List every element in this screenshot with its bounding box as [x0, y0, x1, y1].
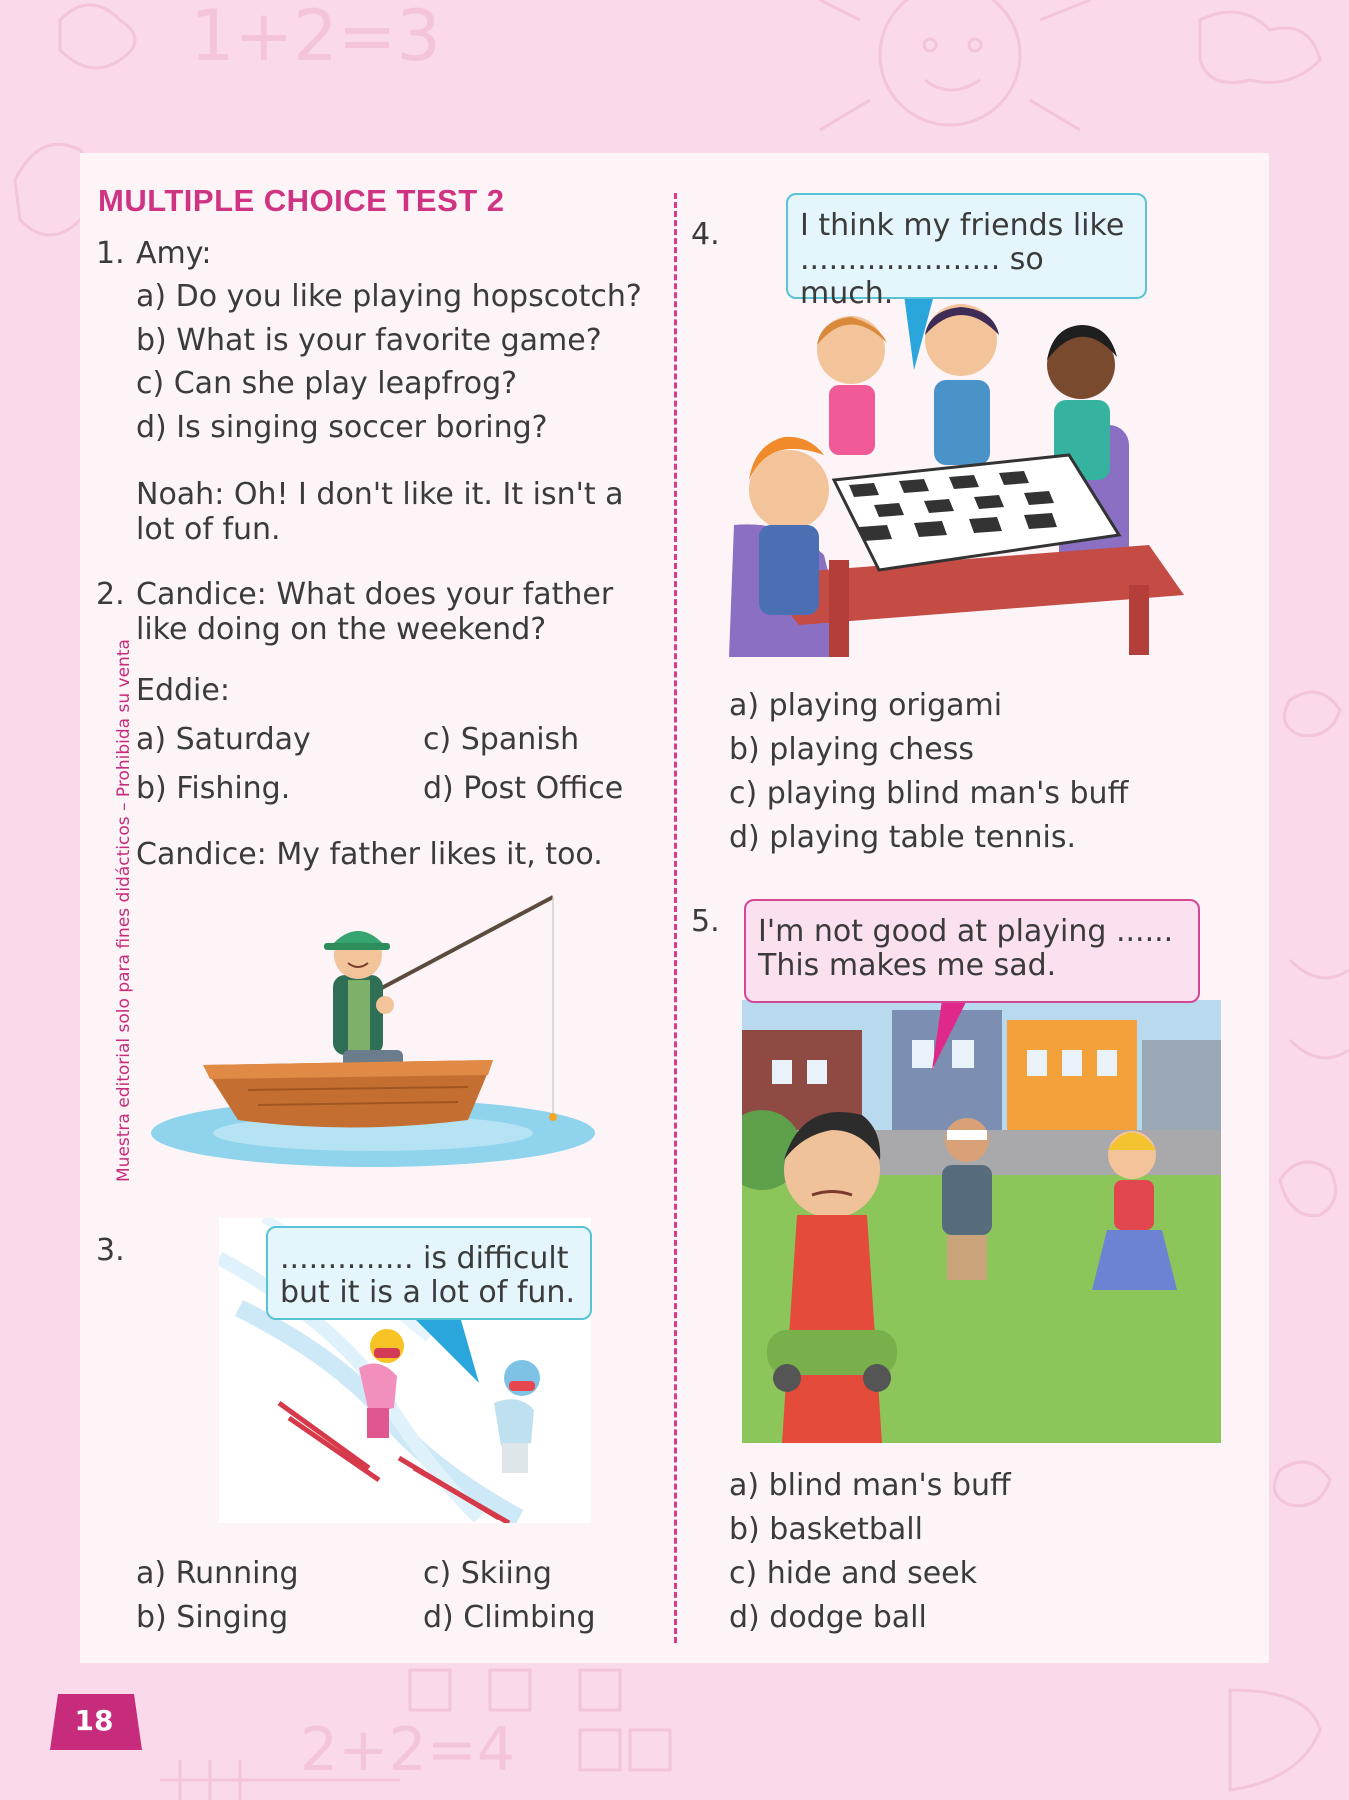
q3-option-b[interactable]: b) Singing	[136, 1600, 289, 1635]
q4-option-c[interactable]: c) playing blind man's buff	[729, 776, 1129, 811]
q1-speaker: Amy:	[136, 236, 212, 271]
q2-number: 2.	[96, 577, 125, 612]
q2-option-c[interactable]: c) Spanish	[423, 722, 580, 757]
q1-option-d[interactable]: d) Is singing soccer boring?	[136, 410, 548, 445]
q5-number: 5.	[691, 904, 720, 939]
q3-option-d[interactable]: d) Climbing	[423, 1600, 596, 1635]
svg-text:2+2=4: 2+2=4	[300, 1715, 516, 1785]
q2-response: Candice: My father likes it, too.	[136, 837, 603, 872]
page-number: 18	[74, 1704, 114, 1737]
q4-option-b[interactable]: b) playing chess	[729, 732, 974, 767]
q1-option-c[interactable]: c) Can she play leapfrog?	[136, 366, 518, 401]
q3-number: 3.	[96, 1233, 125, 1268]
q5-option-b[interactable]: b) basketball	[729, 1512, 923, 1547]
q1-response: Noah: Oh! I don't like it. It isn't a lot of fun.	[136, 477, 624, 547]
q4-bubble-text: I think my friends like ..................... so much.	[800, 208, 1125, 311]
q2-option-b[interactable]: b) Fishing.	[136, 771, 291, 806]
q1-option-b[interactable]: b) What is your favorite game?	[136, 323, 602, 358]
q3-bubble-text: .............. is difficult but it is a lot of fun.	[280, 1241, 575, 1310]
svg-text:1+2=3: 1+2=3	[190, 0, 441, 77]
q2-option-a[interactable]: a) Saturday	[136, 722, 311, 757]
q4-number: 4.	[691, 217, 720, 252]
q5-option-d[interactable]: d) dodge ball	[729, 1600, 927, 1635]
q2-speaker: Eddie:	[136, 673, 230, 708]
q4-speech-bubble	[786, 193, 1147, 311]
fishing-boy-illustration	[148, 895, 598, 1180]
q1-option-a[interactable]: a) Do you like playing hopscotch?	[136, 279, 642, 314]
q3-speech-bubble	[266, 1226, 592, 1320]
q2-option-d[interactable]: d) Post Office	[423, 771, 624, 806]
chess-kids-illustration	[729, 295, 1185, 657]
column-divider	[674, 193, 677, 1643]
q3-option-a[interactable]: a) Running	[136, 1556, 299, 1591]
q2-prompt: Candice: What does your father like doing on the weekend?	[136, 577, 614, 647]
editorial-side-note: Muestra editorial solo para fines didácticos – Prohibida su venta	[114, 639, 134, 1182]
q5-bubble-text: I'm not good at playing ...... This makes me sad.	[758, 914, 1174, 983]
q4-option-d[interactable]: d) playing table tennis.	[729, 820, 1076, 855]
q3-option-c[interactable]: c) Skiing	[423, 1556, 552, 1591]
page-title: MULTIPLE CHOICE TEST 2	[98, 183, 505, 218]
q4-option-a[interactable]: a) playing origami	[729, 688, 1003, 723]
q5-option-a[interactable]: a) blind man's buff	[729, 1468, 1011, 1503]
q5-option-c[interactable]: c) hide and seek	[729, 1556, 978, 1591]
q1-number: 1.	[96, 236, 125, 271]
sad-boy-playground-illustration	[742, 1000, 1221, 1443]
q5-speech-bubble	[744, 899, 1200, 1003]
